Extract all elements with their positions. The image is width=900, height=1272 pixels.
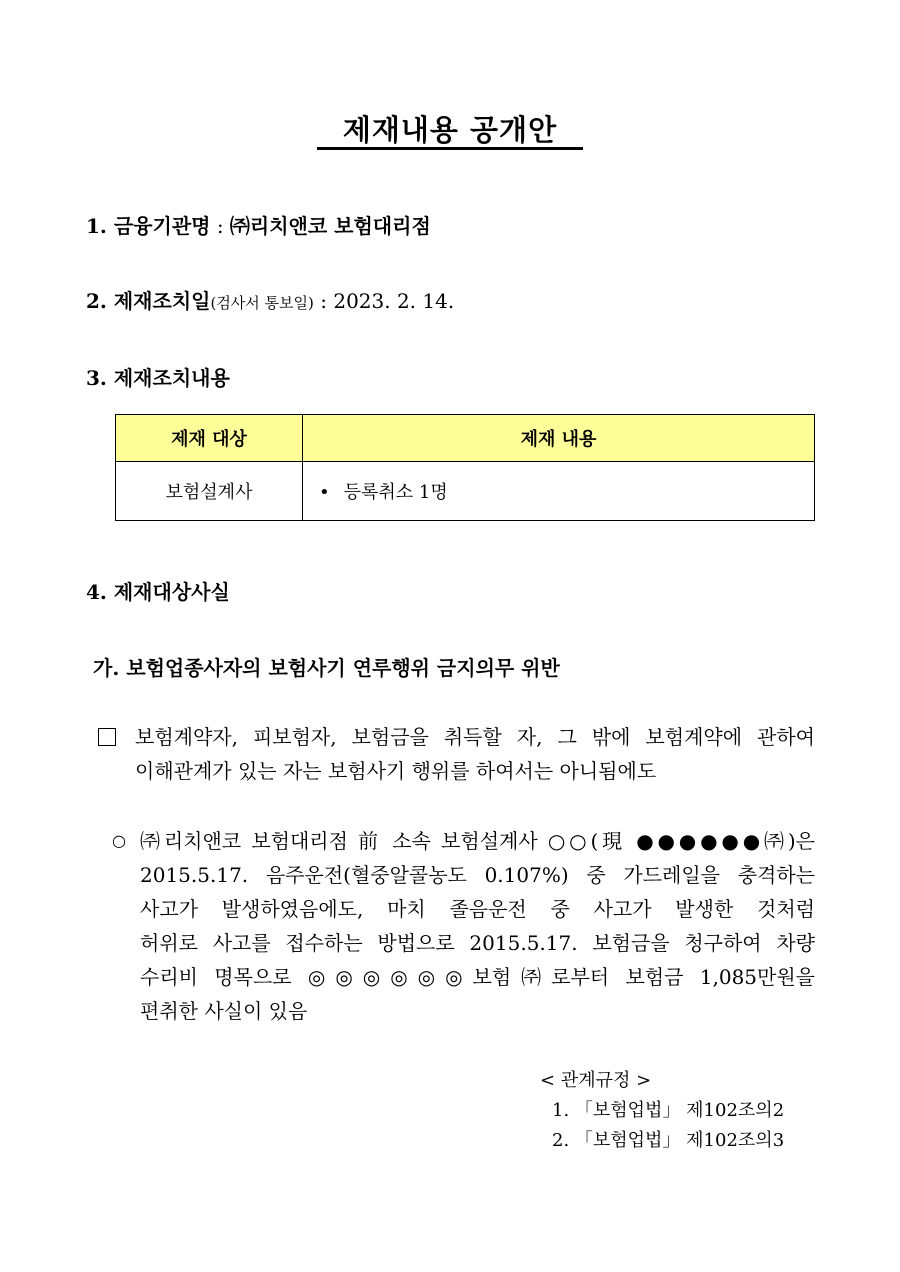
section-facts bbox=[86, 576, 230, 605]
section-label: 제재대상사실 bbox=[113, 580, 230, 604]
section-label: 제재조치일 bbox=[113, 289, 211, 313]
regulation-item: 1. 「보험업법」 제102조의2 bbox=[552, 1100, 785, 1121]
section-action-date bbox=[86, 285, 454, 314]
section-number: 2. bbox=[86, 289, 107, 313]
paragraph-line: 수리비 명목으로 ◎◎◎◎◎◎보험㈜로부터 보험금 1,085만원을 bbox=[140, 965, 815, 989]
cell-target: 보험설계사 bbox=[116, 462, 303, 521]
section-number: 1. bbox=[86, 214, 107, 238]
bullet-icon: • bbox=[319, 482, 330, 503]
violation-subheading: 가. 보험업종사자의 보험사기 연루행위 금지의무 위반 bbox=[93, 656, 560, 680]
section-note: (검사서 통보일) bbox=[210, 294, 314, 312]
page-title: 제재내용 공개안 bbox=[342, 113, 558, 147]
section-number: 3. bbox=[86, 366, 107, 390]
separator: : bbox=[210, 214, 230, 238]
table-header-row bbox=[116, 415, 815, 462]
square-bullet-icon bbox=[98, 728, 116, 749]
regulation-item: 2. 「보험업법」 제102조의3 bbox=[552, 1130, 785, 1151]
section-label: 제재조치내용 bbox=[113, 366, 230, 390]
section-institution bbox=[86, 210, 431, 239]
action-date: 2023. 2. 14. bbox=[333, 289, 455, 313]
regulations-title: < 관계규정 > bbox=[540, 1070, 652, 1091]
section-number: 4. bbox=[86, 580, 107, 604]
sanction-table bbox=[115, 414, 815, 521]
circle-bullet-icon: ○ bbox=[112, 831, 126, 850]
section-label: 금융기관명 bbox=[113, 214, 211, 238]
column-header-target: 제재 대상 bbox=[116, 415, 303, 462]
title-underline bbox=[317, 147, 583, 150]
paragraph-line: 허위로 사고를 접수하는 방법으로 2015.5.17. 보험금을 청구하여 차량 bbox=[140, 931, 815, 955]
section-action-content bbox=[86, 362, 230, 391]
paragraph-line: 보험계약자, 피보험자, 보험금을 취득할 자, 그 밖에 보험계약에 관하여 bbox=[135, 725, 815, 749]
checkbox-square-icon bbox=[98, 728, 116, 746]
paragraph-line: 2015.5.17. 음주운전(혈중알콜농도 0.107%) 중 가드레일을 충격하는 bbox=[140, 863, 815, 887]
column-header-content: 제재 내용 bbox=[303, 415, 815, 462]
institution-name: ㈜리치앤코 보험대리점 bbox=[229, 214, 431, 238]
related-regulations bbox=[540, 1066, 784, 1156]
paragraph-line: 사고가 발생하였음에도, 마치 졸음운전 중 사고가 발생한 것처럼 bbox=[140, 897, 815, 921]
separator: : bbox=[313, 289, 334, 313]
content-text: 등록취소 1명 bbox=[343, 482, 448, 503]
paragraph-line: ㈜리치앤코 보험대리점 前 소속 보험설계사 ○○(現 ●●●●●●㈜)은 bbox=[140, 829, 815, 853]
paragraph-line: 이해관계가 있는 자는 보험사기 행위를 하여서는 아니됨에도 bbox=[135, 759, 657, 783]
cell-content bbox=[303, 462, 815, 521]
paragraph-line: 편취한 사실이 있음 bbox=[140, 999, 308, 1023]
table-row bbox=[116, 462, 815, 521]
